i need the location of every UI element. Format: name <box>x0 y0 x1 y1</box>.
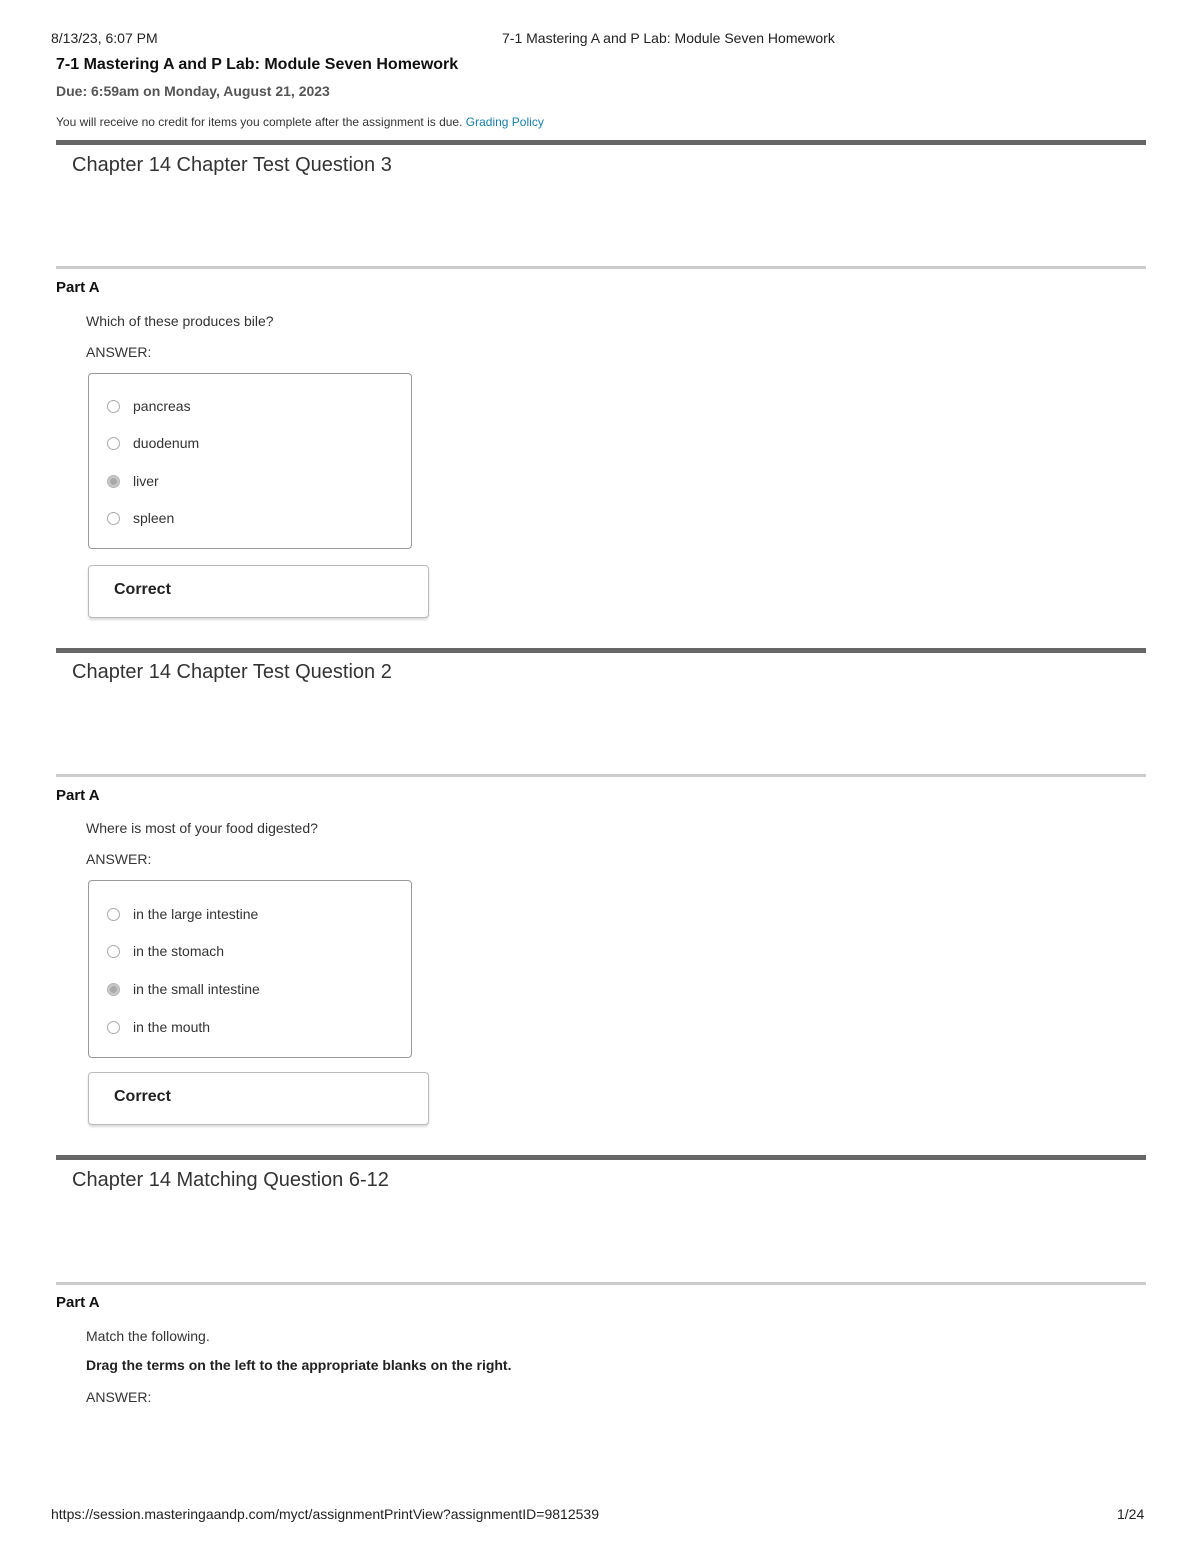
radio-button[interactable] <box>107 400 120 413</box>
part-label: Part A <box>56 279 100 296</box>
choice-option[interactable] <box>107 1017 210 1037</box>
choice-option[interactable] <box>107 979 260 999</box>
question-divider <box>56 140 1146 145</box>
question-instruction: Drag the terms on the left to the appropriate blanks on the right. <box>86 1357 512 1373</box>
choice-label: in the small intestine <box>133 981 260 997</box>
answer-label: ANSWER: <box>86 1389 152 1405</box>
choice-label: in the mouth <box>133 1019 211 1035</box>
choice-option[interactable] <box>107 941 224 961</box>
choice-option[interactable] <box>107 433 199 453</box>
page-number: 1/24 <box>1117 1506 1145 1522</box>
grading-policy-link[interactable]: Grading Policy <box>465 115 544 129</box>
due-date: Due: 6:59am on Monday, August 21, 2023 <box>56 83 330 99</box>
question-prompt: Which of these produces bile? <box>86 313 274 329</box>
choice-option[interactable] <box>107 904 258 924</box>
question-title: Chapter 14 Matching Question 6-12 <box>72 1169 389 1191</box>
feedback-box <box>88 565 429 618</box>
print-header-title: 7-1 Mastering A and P Lab: Module Seven Homework <box>502 30 835 46</box>
choice-option[interactable] <box>107 508 174 528</box>
answer-choices <box>88 880 412 1058</box>
part-divider <box>56 266 1146 269</box>
radio-button[interactable] <box>107 512 120 525</box>
print-date: 8/13/23, 6:07 PM <box>51 30 158 46</box>
feedback-box <box>88 1072 429 1125</box>
radio-button[interactable] <box>107 1021 120 1034</box>
choice-label: in the stomach <box>133 943 225 959</box>
question-title: Chapter 14 Chapter Test Question 2 <box>72 661 392 683</box>
answer-label: ANSWER: <box>86 344 152 360</box>
choice-label: spleen <box>133 510 175 526</box>
part-label: Part A <box>56 787 100 804</box>
assignment-title: 7-1 Mastering A and P Lab: Module Seven Homework <box>56 56 459 73</box>
feedback-result: Correct <box>114 1088 171 1105</box>
question-divider <box>56 1155 1146 1160</box>
answer-label: ANSWER: <box>86 851 152 867</box>
radio-button-selected[interactable] <box>107 983 120 996</box>
part-divider <box>56 1282 1146 1285</box>
part-label: Part A <box>56 1294 100 1311</box>
late-notice-text: You will receive no credit for items you complete after the assignment is due. <box>56 115 463 129</box>
choice-label: in the large intestine <box>133 906 259 922</box>
part-divider <box>56 774 1146 777</box>
choice-option[interactable] <box>107 396 191 416</box>
question-divider <box>56 648 1146 653</box>
question-title: Chapter 14 Chapter Test Question 3 <box>72 154 392 176</box>
radio-button-selected[interactable] <box>107 475 120 488</box>
answer-choices <box>88 373 412 549</box>
footer-url: https://session.masteringaandp.com/myct/assignmentPrintView?assignmentID=9812539 <box>51 1506 599 1522</box>
question-prompt: Match the following. <box>86 1328 210 1344</box>
choice-label: liver <box>133 473 159 489</box>
radio-button[interactable] <box>107 908 120 921</box>
question-prompt: Where is most of your food digested? <box>86 820 318 836</box>
feedback-result: Correct <box>114 581 171 598</box>
late-notice <box>56 115 544 129</box>
radio-button[interactable] <box>107 945 120 958</box>
choice-option[interactable] <box>107 471 159 491</box>
choice-label: duodenum <box>133 435 200 451</box>
choice-label: pancreas <box>133 398 191 414</box>
radio-button[interactable] <box>107 437 120 450</box>
